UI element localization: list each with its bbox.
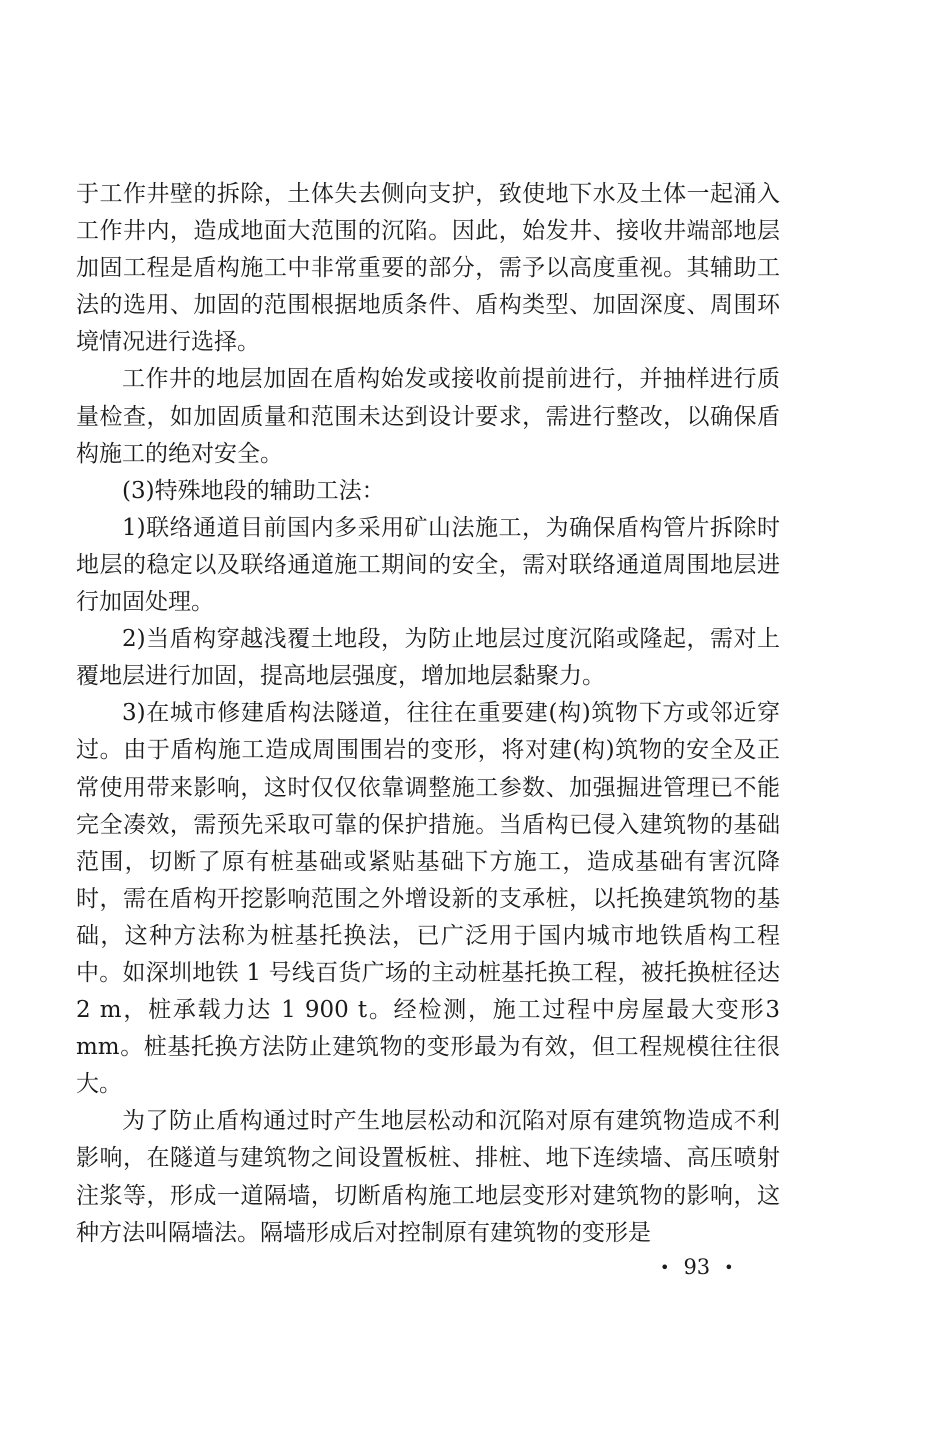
page-body [76, 176, 780, 1252]
paragraph-5-item-2: 2)当盾构穿越浅覆土地段，为防止地层过度沉陷或隆起，需对上覆地层进行加固，提高地层强度，增加地层黏聚力。 [76, 626, 780, 690]
page-footer [660, 1252, 790, 1282]
paragraph-7: 为了防止盾构通过时产生地层松动和沉陷对原有建筑物造成不利影响，在隧道与建筑物之间设置板桩、排桩、地下连续墙、高压喷射注浆等，形成一道隔墙，切断盾构施工地层变形对建筑物的影响，这种方法叫隔墙法。隔墙形成后对控制原有建筑物的变形是 [76, 1108, 780, 1246]
footer-dot-left: • [660, 1257, 670, 1277]
footer-dot-right: • [724, 1257, 734, 1277]
paragraph-3-heading: (3)特殊地段的辅助工法： [122, 477, 385, 504]
page-number: 93 [683, 1255, 711, 1279]
paragraph-6-item-3: 3)在城市修建盾构法隧道，往往在重要建(构)筑物下方或邻近穿过。由于盾构施工造成周围围岩的变形，将对建(构)筑物的安全及正常使用带来影响，这时仅仅依靠调整施工参数、加强掘进管理已不能完全凑效，需预先采取可靠的保护措施。当盾构已侵入建筑物的基础范围，切断了原有桩基础或紧贴基础下方施工，造成基础有害沉降时，需在盾构开挖影响范围之外增设新的支承桩，以托换建筑物的基础，这种方法称为桩基托换法，已广泛用于国内城市地铁盾构工程中。如深圳地铁 1 号线百货广场的主动桩基托换工程，被托换桩径达 2 m，桩承载力达 1 900 t。经检测，施工过程中房屋最大变形3 mm。桩基托换方法防止建筑物的变形最为有效，但工程规模往往很大。 [76, 700, 780, 1098]
paragraph-2: 工作井的地层加固在盾构始发或接收前提前进行，并抽样进行质量检查，如加固质量和范围未达到设计要求，需进行整改，以确保盾构施工的绝对安全。 [76, 366, 780, 467]
paragraph-1: 于工作井壁的拆除，土体失去侧向支护，致使地下水及土体一起涌入工作井内，造成地面大范围的沉陷。因此，始发井、接收井端部地层加固工程是盾构施工中非常重要的部分，需予以高度重视。其辅助工法的选用、加固的范围根据地质条件、盾构类型、加固深度、周围环境情况进行选择。 [76, 181, 780, 356]
paragraph-4-item-1: 1)联络通道目前国内多采用矿山法施工，为确保盾构管片拆除时地层的稳定以及联络通道施工期间的安全，需对联络通道周围地层进行加固处理。 [76, 514, 780, 616]
